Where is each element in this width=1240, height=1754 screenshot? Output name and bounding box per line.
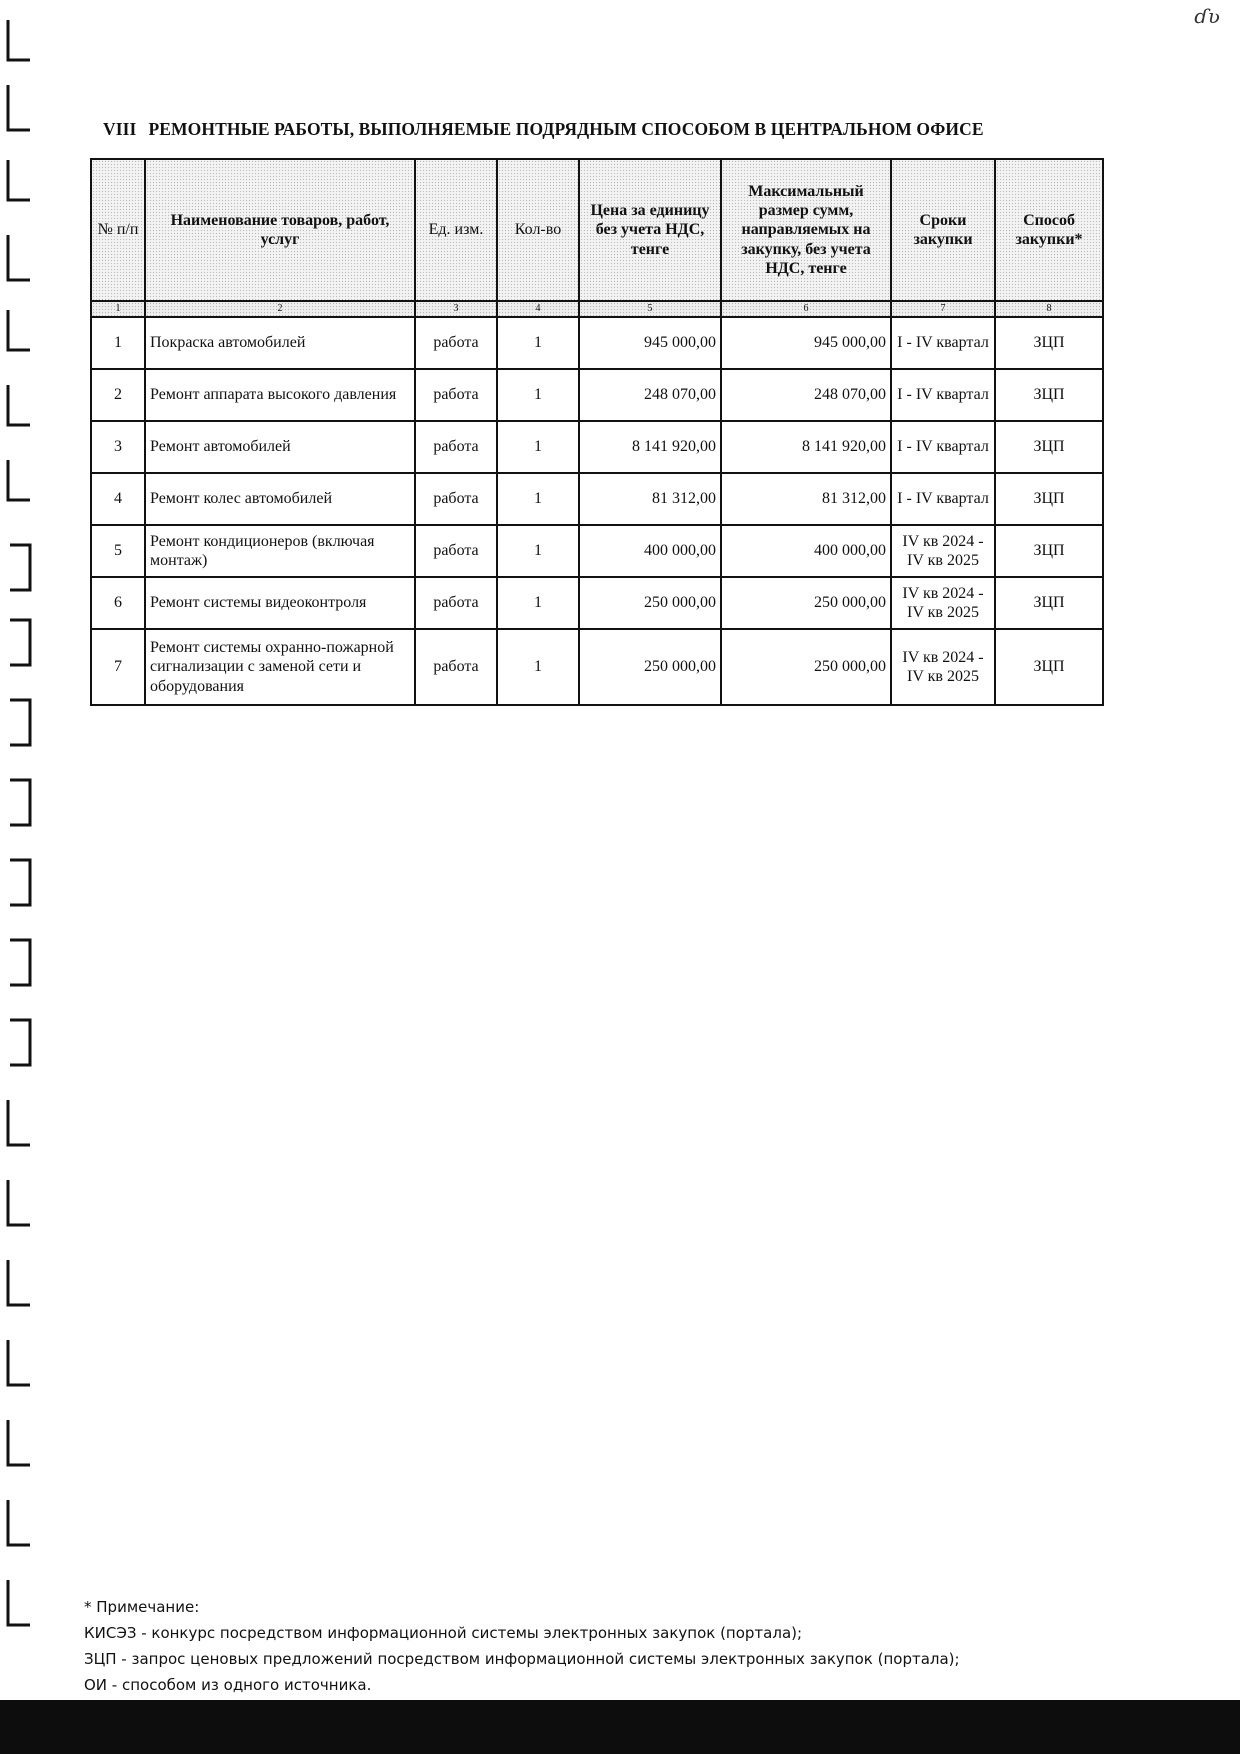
- col-header-price: Цена за единицу без учета НДС, тенге: [579, 159, 721, 301]
- cell-period: I - IV квартал: [891, 421, 995, 473]
- header-row: [91, 159, 1103, 301]
- footnote-line: ЗЦП - запрос ценовых предложений посредством информационной системы электронных закупок (портала);: [84, 1650, 960, 1668]
- cell-number: 5: [91, 525, 145, 577]
- cell-method: ЗЦП: [995, 629, 1103, 705]
- column-number-row: [91, 301, 1103, 317]
- cell-period: I - IV квартал: [891, 317, 995, 369]
- cell-name: Ремонт автомобилей: [145, 421, 415, 473]
- section-number: VIII: [103, 119, 137, 139]
- cell-number: 2: [91, 369, 145, 421]
- cell-price: 8 141 920,00: [579, 421, 721, 473]
- cell-qty: 1: [497, 525, 579, 577]
- cell-method: ЗЦП: [995, 473, 1103, 525]
- table-row: [91, 525, 1103, 577]
- cell-price: 945 000,00: [579, 317, 721, 369]
- footnote-line: КИСЭЗ - конкурс посредством информационной системы электронных закупок (портала);: [84, 1624, 803, 1642]
- cell-max-sum: 250 000,00: [721, 577, 891, 629]
- cell-max-sum: 8 141 920,00: [721, 421, 891, 473]
- cell-unit: работа: [415, 421, 497, 473]
- cell-method: ЗЦП: [995, 525, 1103, 577]
- table-row: [91, 577, 1103, 629]
- cell-number: 7: [91, 629, 145, 705]
- column-number: 6: [721, 301, 891, 317]
- cell-max-sum: 945 000,00: [721, 317, 891, 369]
- cell-max-sum: 400 000,00: [721, 525, 891, 577]
- cell-name: Ремонт аппарата высокого давления: [145, 369, 415, 421]
- cell-price: 250 000,00: [579, 577, 721, 629]
- cell-max-sum: 250 000,00: [721, 629, 891, 705]
- cell-unit: работа: [415, 473, 497, 525]
- cell-period: I - IV квартал: [891, 473, 995, 525]
- column-number: 3: [415, 301, 497, 317]
- cell-qty: 1: [497, 369, 579, 421]
- cell-price: 400 000,00: [579, 525, 721, 577]
- cell-max-sum: 81 312,00: [721, 473, 891, 525]
- cell-qty: 1: [497, 629, 579, 705]
- procurement-table: [90, 158, 1104, 706]
- cell-price: 81 312,00: [579, 473, 721, 525]
- cell-name: Ремонт системы охранно-пожарной сигнализации с заменой сети и оборудования: [145, 629, 415, 705]
- scan-bottom-edge: [0, 1700, 1240, 1754]
- cell-unit: работа: [415, 525, 497, 577]
- cell-name: Ремонт системы видеоконтроля: [145, 577, 415, 629]
- column-number: 7: [891, 301, 995, 317]
- cell-unit: работа: [415, 629, 497, 705]
- footnote-line: ОИ - способом из одного источника.: [84, 1676, 372, 1694]
- cell-qty: 1: [497, 473, 579, 525]
- table-row: [91, 629, 1103, 705]
- col-header-name: Наименование товаров, работ, услуг: [145, 159, 415, 301]
- footnote-heading: * Примечание:: [84, 1598, 200, 1616]
- cell-price: 250 000,00: [579, 629, 721, 705]
- column-number: 4: [497, 301, 579, 317]
- cell-number: 4: [91, 473, 145, 525]
- table-row: [91, 421, 1103, 473]
- table-row: [91, 369, 1103, 421]
- col-header-period: Сроки закупки: [891, 159, 995, 301]
- table-row: [91, 473, 1103, 525]
- column-number: 8: [995, 301, 1103, 317]
- cell-method: ЗЦП: [995, 577, 1103, 629]
- cell-unit: работа: [415, 317, 497, 369]
- col-header-qty: Кол-во: [497, 159, 579, 301]
- cell-method: ЗЦП: [995, 317, 1103, 369]
- cell-unit: работа: [415, 369, 497, 421]
- cell-period: I - IV квартал: [891, 369, 995, 421]
- col-header-method: Способ закупки*: [995, 159, 1103, 301]
- cell-unit: работа: [415, 577, 497, 629]
- cell-qty: 1: [497, 577, 579, 629]
- binding-holes: [0, 0, 40, 1680]
- cell-number: 6: [91, 577, 145, 629]
- footnotes: [84, 1594, 1184, 1698]
- cell-number: 3: [91, 421, 145, 473]
- col-header-max-sum: Максимальный размер сумм, направляемых на закупку, без учета НДС, тенге: [721, 159, 891, 301]
- column-number: 2: [145, 301, 415, 317]
- cell-period: IV кв 2024 - IV кв 2025: [891, 577, 995, 629]
- cell-name: Ремонт колес автомобилей: [145, 473, 415, 525]
- column-number: 5: [579, 301, 721, 317]
- table-row: [91, 317, 1103, 369]
- cell-qty: 1: [497, 317, 579, 369]
- col-header-unit: Ед. изм.: [415, 159, 497, 301]
- cell-method: ЗЦП: [995, 421, 1103, 473]
- cell-name: Покраска автомобилей: [145, 317, 415, 369]
- cell-max-sum: 248 070,00: [721, 369, 891, 421]
- section-heading: [103, 119, 1103, 140]
- cell-method: ЗЦП: [995, 369, 1103, 421]
- cell-period: IV кв 2024 - IV кв 2025: [891, 629, 995, 705]
- cell-name: Ремонт кондиционеров (включая монтаж): [145, 525, 415, 577]
- cell-number: 1: [91, 317, 145, 369]
- col-header-number: № п/п: [91, 159, 145, 301]
- cell-price: 248 070,00: [579, 369, 721, 421]
- section-title: РЕМОНТНЫЕ РАБОТЫ, ВЫПОЛНЯЕМЫЕ ПОДРЯДНЫМ СПОСОБОМ В ЦЕНТРАЛЬНОМ ОФИСЕ: [148, 119, 984, 139]
- column-number: 1: [91, 301, 145, 317]
- cell-period: IV кв 2024 - IV кв 2025: [891, 525, 995, 577]
- handwritten-mark: ɗʋ: [1194, 4, 1220, 28]
- cell-qty: 1: [497, 421, 579, 473]
